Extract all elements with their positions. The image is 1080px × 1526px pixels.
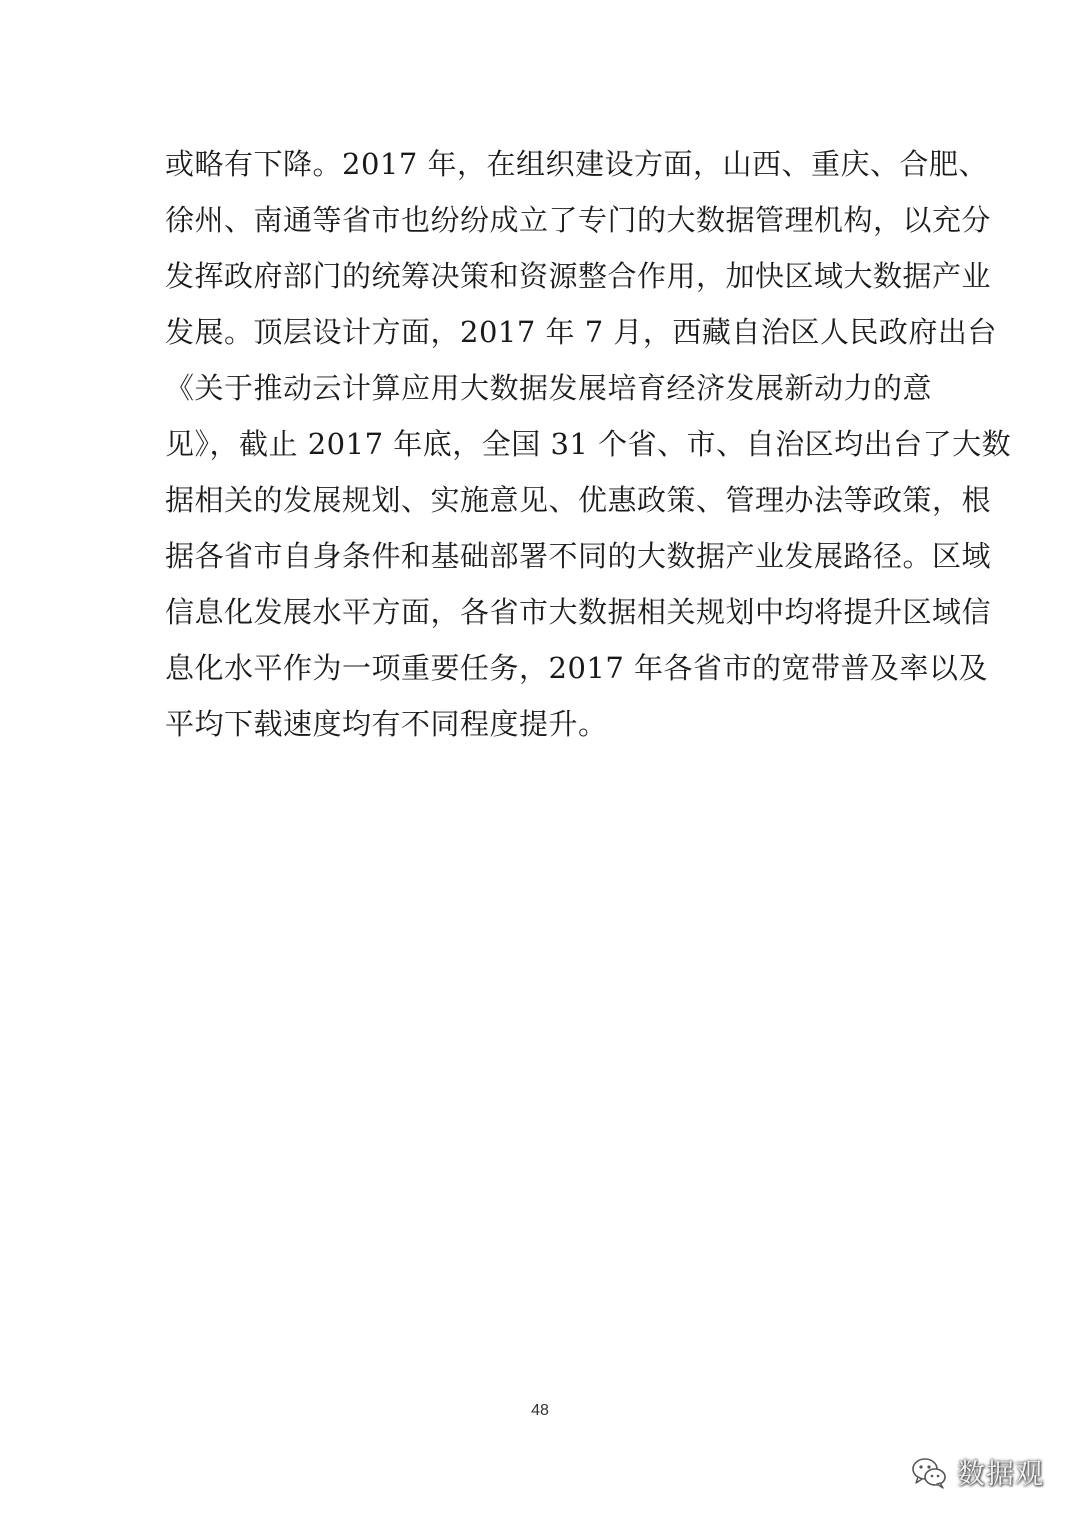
paragraph-line: 信息化发展水平方面，各省市大数据相关规划中均将提升区域信 [165, 595, 992, 629]
paragraph-line: 徐州、南通等省市也纷纷成立了专门的大数据管理机构，以充分 [165, 203, 992, 237]
body-paragraph [165, 136, 1012, 752]
page-number: 48 [531, 1402, 549, 1419]
paragraph-line: 平均下载速度均有不同程度提升。 [165, 707, 608, 741]
paragraph-line: 或略有下降。2017 年，在组织建设方面，山西、重庆、合肥、 [165, 147, 989, 181]
paragraph-line: 发挥政府部门的统筹决策和资源整合作用，加快区域大数据产业 [165, 259, 992, 293]
paragraph-line: 《关于推动云计算应用大数据发展培育经济发展新动力的意 [165, 371, 933, 405]
paragraph-line: 息化水平作为一项重要任务，2017 年各省市的宽带普及率以及 [165, 651, 989, 685]
paragraph-line: 见》，截止 2017 年底，全国 31 个省、市、自治区均出台了大数 [165, 427, 1012, 461]
watermark [909, 1452, 1044, 1492]
paragraph-line: 据相关的发展规划、实施意见、优惠政策、管理办法等政策，根 [165, 483, 992, 517]
paragraph-line: 发展。顶层设计方面，2017 年 7 月，西藏自治区人民政府出台 [165, 315, 997, 349]
wechat-icon [909, 1452, 949, 1492]
watermark-label: 数据观 [956, 1457, 1044, 1490]
paragraph-line: 据各省市自身条件和基础部署不同的大数据产业发展路径。区域 [165, 539, 992, 573]
